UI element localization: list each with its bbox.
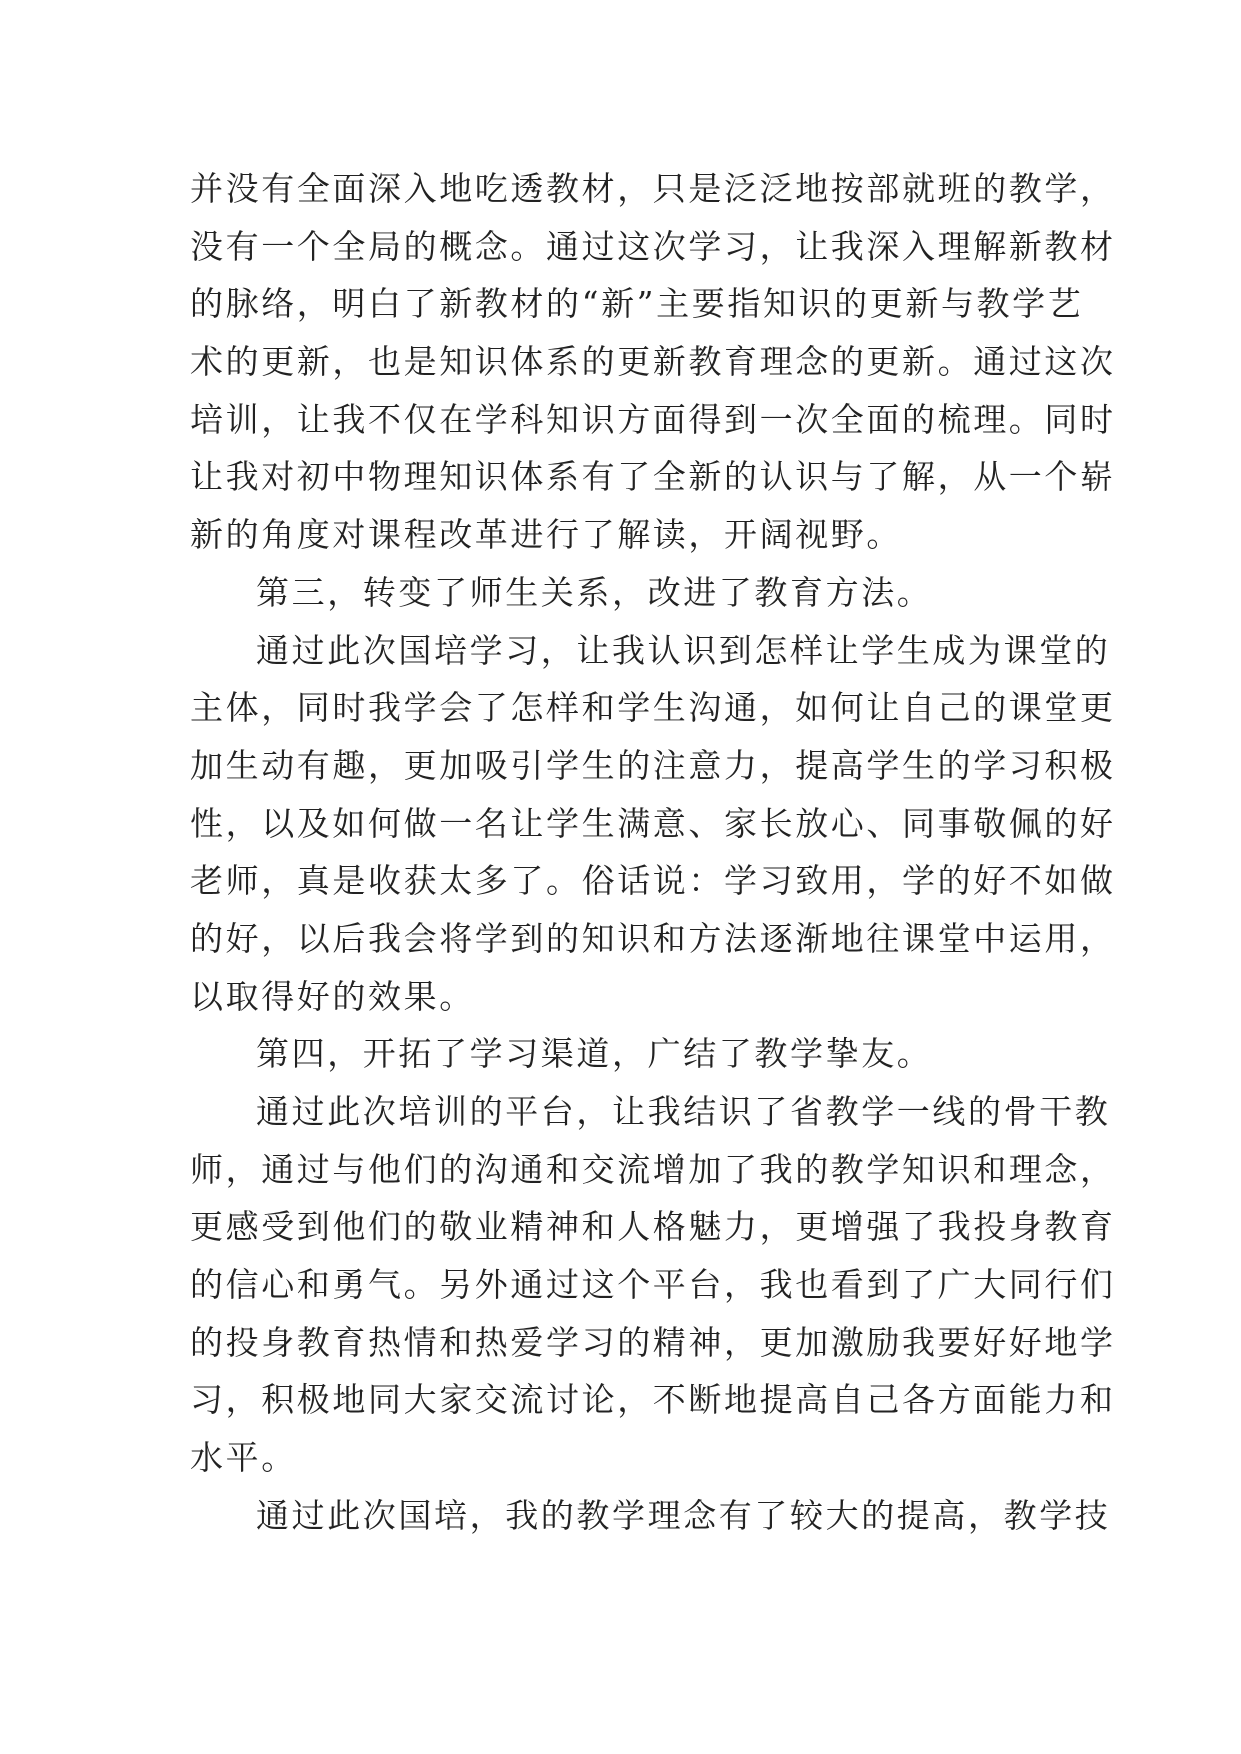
text-line: 培训，让我不仅在学科知识方面得到一次全面的梳理。同时 bbox=[190, 399, 1116, 439]
text-line: 主体，同时我学会了怎样和学生沟通，如何让自己的课堂更 bbox=[190, 688, 1116, 728]
text-line: 没有一个全局的概念。通过这次学习，让我深入理解新教材 bbox=[190, 226, 1116, 266]
text-line: 的投身教育热情和热爱学习的精神，更加激励我要好好地学 bbox=[190, 1322, 1116, 1362]
text-line: 让我对初中物理知识体系有了全新的认识与了解，从一个崭 bbox=[190, 457, 1116, 497]
text-line: 的好，以后我会将学到的知识和方法逐渐地往课堂中运用， bbox=[190, 918, 1116, 958]
text-line: 的信心和勇气。另外通过这个平台，我也看到了广大同行们 bbox=[190, 1265, 1116, 1305]
text-line: 第四，开拓了学习渠道，广结了教学挚友。 bbox=[256, 1034, 933, 1074]
text-line: 通过此次培训的平台，让我结识了省教学一线的骨干教 bbox=[256, 1092, 1111, 1131]
text-line: 更感受到他们的敬业精神和人格魅力，更增强了我投身教育 bbox=[190, 1207, 1116, 1247]
text-line: 水平。 bbox=[190, 1438, 297, 1478]
text-line: 并没有全面深入地吃透教材，只是泛泛地按部就班的教学， bbox=[190, 169, 1116, 208]
text-line: 以取得好的效果。 bbox=[190, 976, 475, 1016]
text-line: 的脉络，明白了新教材的“新”主要指知识的更新与教学艺 bbox=[190, 284, 1084, 324]
text-line: 师，通过与他们的沟通和交流增加了我的教学知识和理念， bbox=[190, 1149, 1116, 1189]
text-line: 通过此次国培学习，让我认识到怎样让学生成为课堂的 bbox=[256, 630, 1111, 670]
body-text bbox=[190, 160, 1116, 1545]
text-line: 习，积极地同大家交流讨论，不断地提高自己各方面能力和 bbox=[190, 1380, 1116, 1420]
text-line: 第三，转变了师生关系，改进了教育方法。 bbox=[256, 572, 933, 612]
text-line: 通过此次国培，我的教学理念有了较大的提高，教学技 bbox=[256, 1495, 1111, 1535]
text-line: 术的更新，也是知识体系的更新教育理念的更新。通过这次 bbox=[190, 342, 1116, 382]
text-line: 老师，真是收获太多了。俗话说：学习致用，学的好不如做 bbox=[190, 861, 1116, 901]
text-line: 性，以及如何做一名让学生满意、家长放心、同事敬佩的好 bbox=[190, 803, 1116, 843]
text-line: 新的角度对课程改革进行了解读，开阔视野。 bbox=[190, 515, 902, 555]
text-line: 加生动有趣，更加吸引学生的注意力，提高学生的学习积极 bbox=[190, 745, 1116, 785]
